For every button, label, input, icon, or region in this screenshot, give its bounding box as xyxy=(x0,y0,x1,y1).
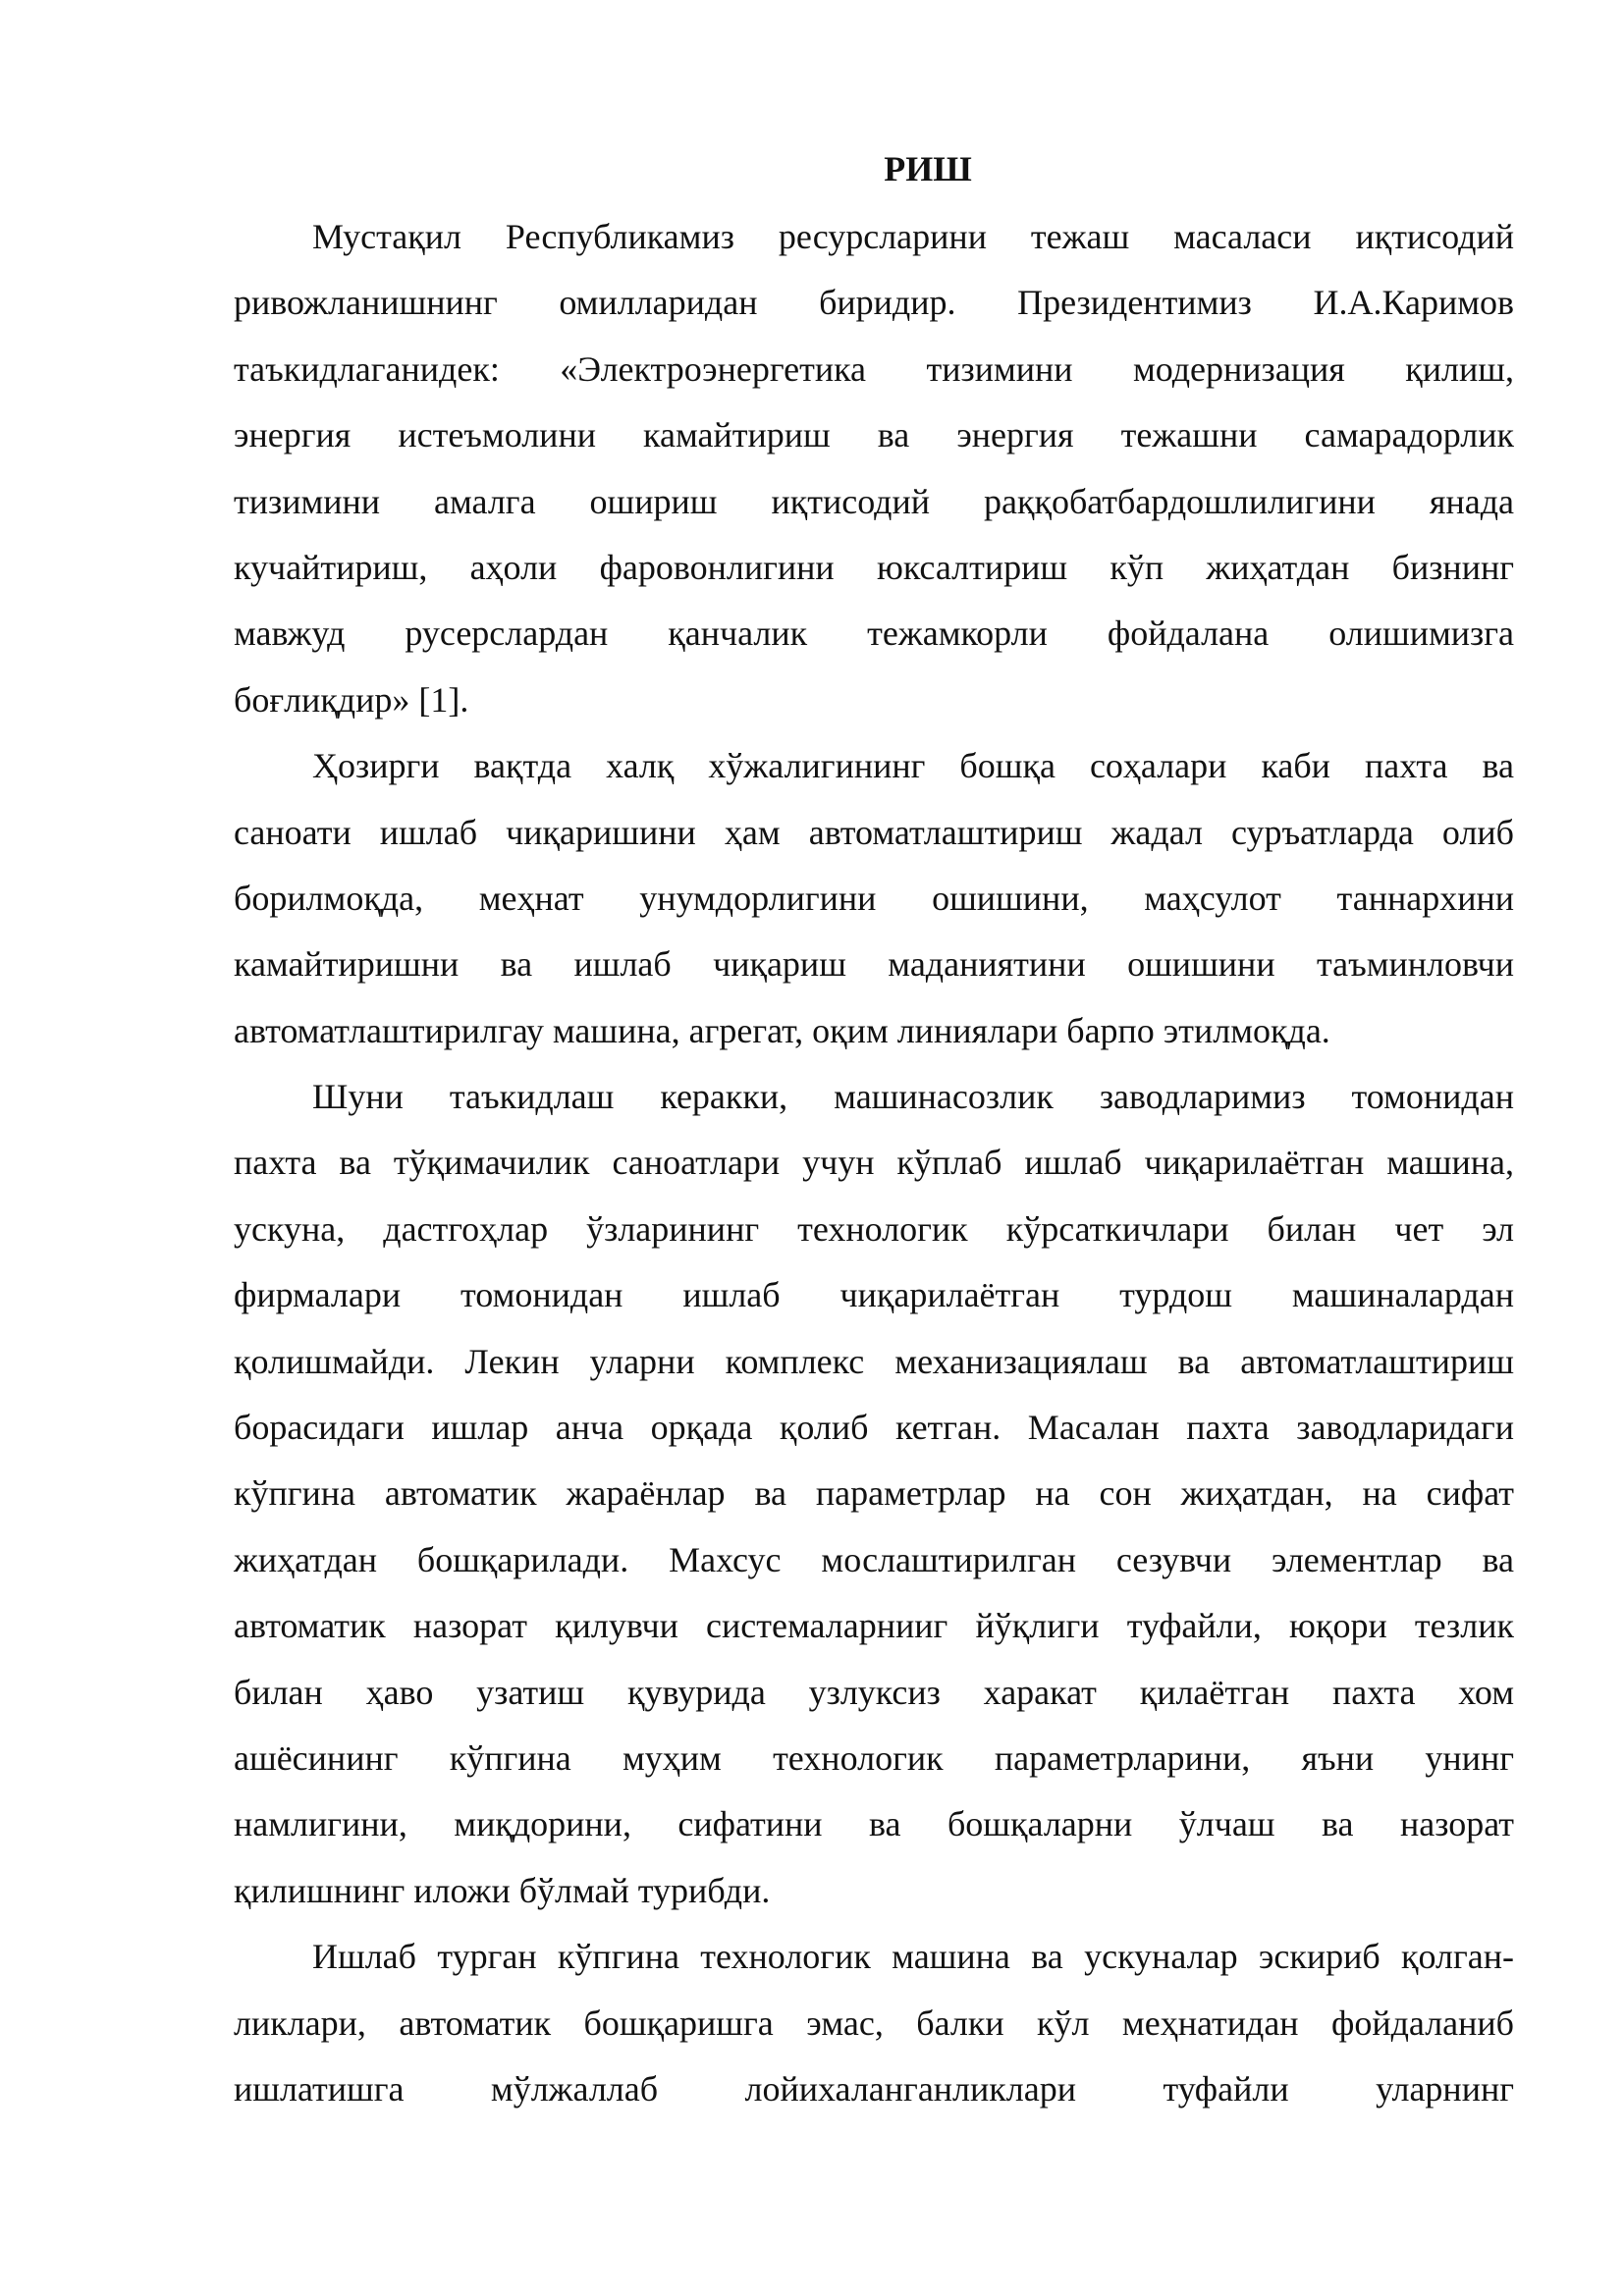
text-line: кучайтириш, аҳоли фаровонлигини юксалтириш кўп жиҳатдан бизнинг xyxy=(234,547,1514,587)
text-line: жиҳатдан бошқарилади. Махсус мослаштирилган сезувчи элементлар ва xyxy=(234,1539,1514,1579)
text-line: таъкидлаганидек: «Электроэнергетика тизимини модернизация қилиш, xyxy=(234,348,1514,389)
text-line: фирмалари томонидан ишлаб чиқарилаётган турдош машиналардан xyxy=(234,1275,1514,1315)
text-line: тизимини амалга ошириш иқтисодий раққобатбардошлилигини янада xyxy=(234,481,1514,521)
document-title: РИШ xyxy=(884,149,972,188)
text-line: мавжуд русерслардан қанчалик тежамкорли фойдалана олишимизга xyxy=(234,614,1514,654)
text-line: Ишлаб турган кўпгина технологик машина ва ускуналар эскириб қолган- xyxy=(312,1937,1514,1977)
text-line: боғлиқдир» [1]. xyxy=(234,679,469,720)
text-line: Шуни таъкидлаш керакки, машинасозлик заводларимиз томонидан xyxy=(312,1077,1514,1117)
text-line: Ҳозирги вақтда халқ хўжалигининг бошқа соҳалари каби пахта ва xyxy=(312,746,1514,786)
text-line: саноати ишлаб чиқаришини ҳам автоматлаштириш жадал суръатларда олиб xyxy=(234,812,1514,852)
text-line: қолишмайди. Лекин уларни комплекс механизациялаш ва автоматлаштириш xyxy=(234,1341,1514,1381)
text-line: Мустақил Республикамиз ресурсларини тежаш масаласи иқтисодий xyxy=(312,217,1514,256)
text-line: борасидаги ишлар анча орқада қолиб кетган. Масалан пахта заводларидаги xyxy=(234,1408,1514,1448)
text-line: ускуна, дастгоҳлар ўзларининг технологик кўрсаткичлари билан чет эл xyxy=(234,1208,1514,1249)
text-line: энергия истеъмолини камайтириш ва энергия тежашни самарадорлик xyxy=(234,415,1514,455)
text-line: автоматлаштирилгау машина, агрегат, оқим линиялари барпо этилмоқда. xyxy=(234,1010,1330,1050)
text-line: пахта ва тўқимачилик саноатлари учун кўплаб ишлаб чиқарилаётган машина, xyxy=(234,1143,1514,1183)
text-line: билан ҳаво узатиш қувурида узлуксиз харакат қилаётган пахта хом xyxy=(234,1672,1514,1712)
text-line: ишлатишга мўлжаллаб лойихаланганликлари туфайли уларнинг xyxy=(234,2068,1514,2109)
text-line: автоматик назорат қилувчи системаларнииг йўқлиги туфайли, юқори тезлик xyxy=(234,1606,1514,1646)
text-line: ликлари, автоматик бошқаришга эмас, балки кўл меҳнатидан фойдаланиб xyxy=(234,2002,1514,2043)
text-line: ашёсининг кўпгина муҳим технологик параметрларини, яъни унинг xyxy=(234,1737,1514,1778)
text-line: ривожланишнинг омилларидан биридир. Президентимиз И.А.Каримов xyxy=(234,283,1514,323)
document-text xyxy=(234,204,1514,2122)
text-line: борилмоқда, меҳнат унумдорлигини ошишини, маҳсулот таннархини xyxy=(234,878,1514,918)
document-body xyxy=(234,149,1514,2122)
text-line: камайтиришни ва ишлаб чиқариш маданиятини ошишини таъминловчи xyxy=(234,944,1514,985)
text-line: қилишнинг иложи бўлмай турибди. xyxy=(234,1870,771,1910)
text-line: кўпгина автоматик жараёнлар ва параметрлар на сон жиҳатдан, на сифат xyxy=(234,1473,1514,1514)
text-line: намлигини, миқдорини, сифатини ва бошқаларни ўлчаш ва назорат xyxy=(234,1804,1514,1844)
